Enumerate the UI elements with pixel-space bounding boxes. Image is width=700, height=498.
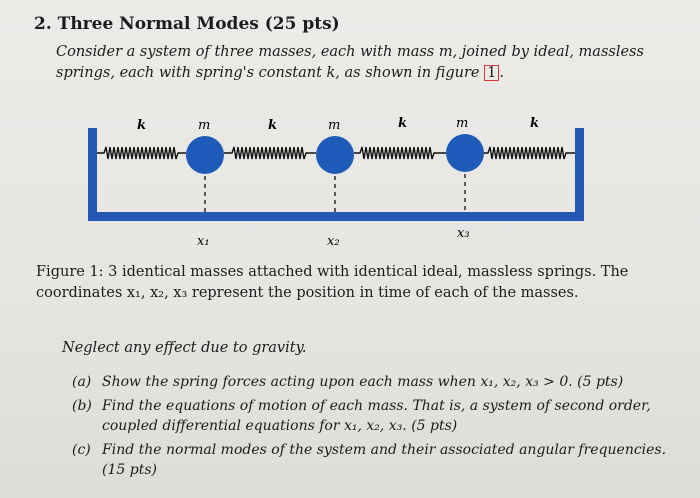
question-part-a (72, 372, 672, 392)
spring-label-1: k (137, 118, 147, 133)
part-label: (a) (72, 374, 92, 390)
container-right-wall (575, 128, 584, 220)
figure-caption: Figure 1: 3 identical masses attached with identical ideal, massless springs. The coordinates x₁, x₂, x₃ represent the position in time of each of the masses. (36, 264, 629, 301)
spring-label-2: k (268, 118, 278, 133)
container-floor (88, 212, 584, 221)
spring-2 (224, 147, 316, 159)
problem-heading: 2. Three Normal Modes (25 pts) (34, 14, 340, 34)
part-text: Find the normal modes of the system and their associated angular frequencies. (15 pts) (102, 442, 667, 478)
neglect-note: Neglect any effect due to gravity. (62, 340, 307, 356)
position-label-3: x₃ (457, 226, 470, 241)
intro-text: Consider a system of three masses, each with mass m, joined by ideal, massless springs, each with spring's constant k, as shown in figure (56, 44, 644, 81)
spring-label-4: k (530, 116, 540, 131)
spring-1 (97, 147, 186, 159)
part-text: Find the equations of motion of each mass. That is, a system of second order, coupled differential equations for x₁, x₂, x₃. (5 pts) (102, 398, 651, 434)
part-label: (c) (72, 442, 91, 458)
position-label-1: x₁ (197, 234, 210, 249)
mass-label-3: m (456, 116, 469, 131)
mass-label-1: m (198, 118, 211, 133)
spring-3 (354, 147, 446, 159)
intro-text-end: . (499, 65, 504, 81)
part-text: Show the spring forces acting upon each mass when x₁, x₂, x₃ > 0. (5 pts) (102, 374, 624, 390)
spring-label-3: k (398, 116, 408, 131)
mass-3 (446, 134, 484, 172)
position-label-2: x₂ (327, 234, 340, 249)
part-label: (b) (72, 398, 92, 414)
mass-1 (186, 136, 224, 174)
question-parts (72, 372, 672, 484)
container-left-wall (88, 128, 97, 220)
figure-reference-link[interactable]: 1 (484, 65, 499, 81)
mass-2 (316, 136, 354, 174)
question-part-b (72, 396, 672, 436)
question-part-c (72, 440, 672, 480)
spring-4 (484, 147, 575, 159)
mass-label-2: m (328, 118, 341, 133)
